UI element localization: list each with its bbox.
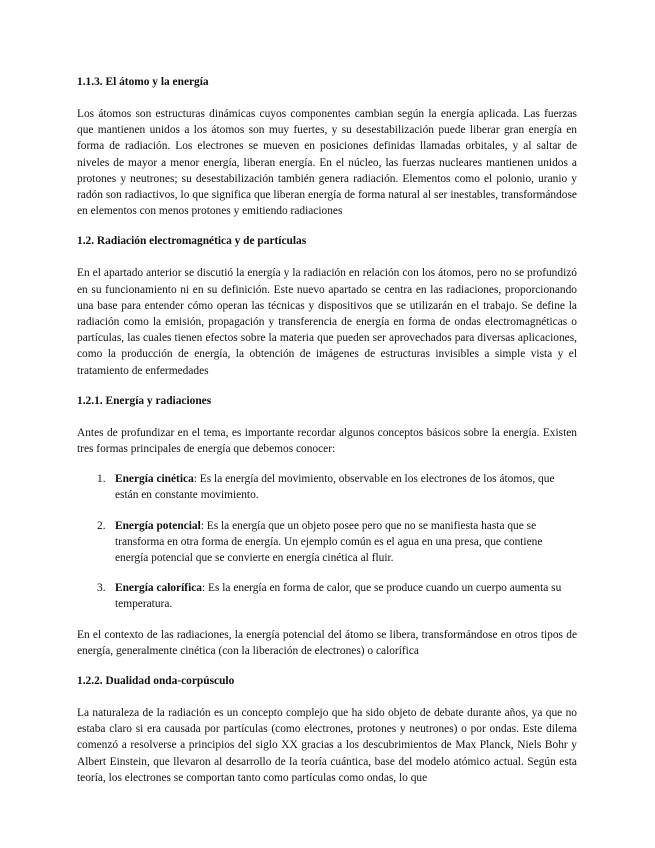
list-item-text: : Es la energía en forma de calor, que se produce cuando un cuerpo aumenta su temperatura.: [115, 582, 562, 611]
paragraph-dualidad: La naturaleza de la radiación es un concepto complejo que ha sido objeto de debate durante años, ya que no estaba claro si era causada por partículas (como electrones, protones y neutrones) o por ondas. Este dilema comenzó a resolverse a principios del siglo XX gracias a los descubrimientos de Max Planck, Niels Bohr y Albert Einstein, que llevaron al desarrollo de la teoría cuántica, base del modelo atómico actual. Según esta teoría, los electrones se comportan tanto como partículas como ondas, lo que: [77, 707, 577, 784]
paragraph-atomo-energia: Los átomos son estructuras dinámicas cuyos componentes cambian según la energía aplicada. Las fuerzas que mantienen unidos a los átomos son muy fuertes, y su desestabilización puede liberar gran energía en forma de radiación. Los electrones se mueven en posiciones definidas llamadas orbitales, y al saltar de niveles de mayor a menor energía, liberan energía. En el núcleo, las fuerzas nucleares mantienen unidos a protones y neutrones; su desestabilización también genera radiación. Elementos como el polonio, uranio y radón son radiactivos, lo que significa que liberan energía de forma natural al ser inestables, transformándose en elementos con menos protones y emitiendo radiaciones: [77, 108, 577, 218]
list-item-term: Energía cinética: [115, 473, 194, 486]
paragraph-energia-intro: Antes de profundizar en el tema, es importante recordar algunos conceptos básicos sobre la energía. Existen tres formas principales de energía que debemos conocer:: [77, 426, 577, 456]
paragraph-energia-closing: En el contexto de las radiaciones, la energía potencial del átomo se libera, transformándose en otros tipos de energía, generalmente cinética (con la liberación de electrones) o calorífica: [77, 628, 577, 657]
list-item-term: Energía potencial: [115, 519, 201, 532]
energy-types-list: [77, 471, 577, 612]
section-heading-1-2-2: 1.2.2. Dualidad onda-corpúsculo: [77, 675, 235, 688]
list-item-text: : Es la energía del movimiento, observable en los electrones de los átomos, que están en constante movimiento.: [115, 473, 555, 502]
list-item: [77, 580, 577, 612]
list-item-number: 2.: [97, 519, 106, 532]
document-page: [77, 74, 577, 786]
section-heading-1-2-1: 1.2.1. Energía y radiaciones: [77, 394, 212, 407]
list-item: [77, 471, 577, 503]
list-item: [77, 518, 577, 567]
paragraph-radiacion: En el apartado anterior se discutió la energía y la radiación en relación con los átomos, pero no se profundizó en su funcionamiento ni en su definición. Este nuevo apartado se centra en las radiaciones, proporcionando una base para entender cómo operan las técnicas y dispositivos que se utilizarán en el trabajo. Se define la radiación como la emisión, propagación y transferencia de energía en forma de ondas electromagnéticas o partículas, las cuales tienen efectos sobre la materia que pueden ser aprovechados para diversas aplicaciones, como la producción de energía, la obtención de imágenes de estructuras invisibles a simple vista y el tratamiento de enfermedades: [77, 267, 577, 377]
section-heading-1-1-3: 1.1.3. El átomo y la energía: [77, 76, 209, 88]
list-item-number: 1.: [97, 473, 106, 486]
section-heading-1-2: 1.2. Radiación electromagnética y de partículas: [77, 235, 307, 248]
list-item-text: : Es la energía que un objeto posee pero que no se manifiesta hasta que se transforma en otra forma de energía. Un ejemplo común es el agua en una presa, que contiene energía potencial que se convierte en energía cinética al fluir.: [115, 519, 543, 565]
list-item-number: 3.: [97, 582, 106, 595]
list-item-term: Energía calorífica: [115, 582, 202, 595]
